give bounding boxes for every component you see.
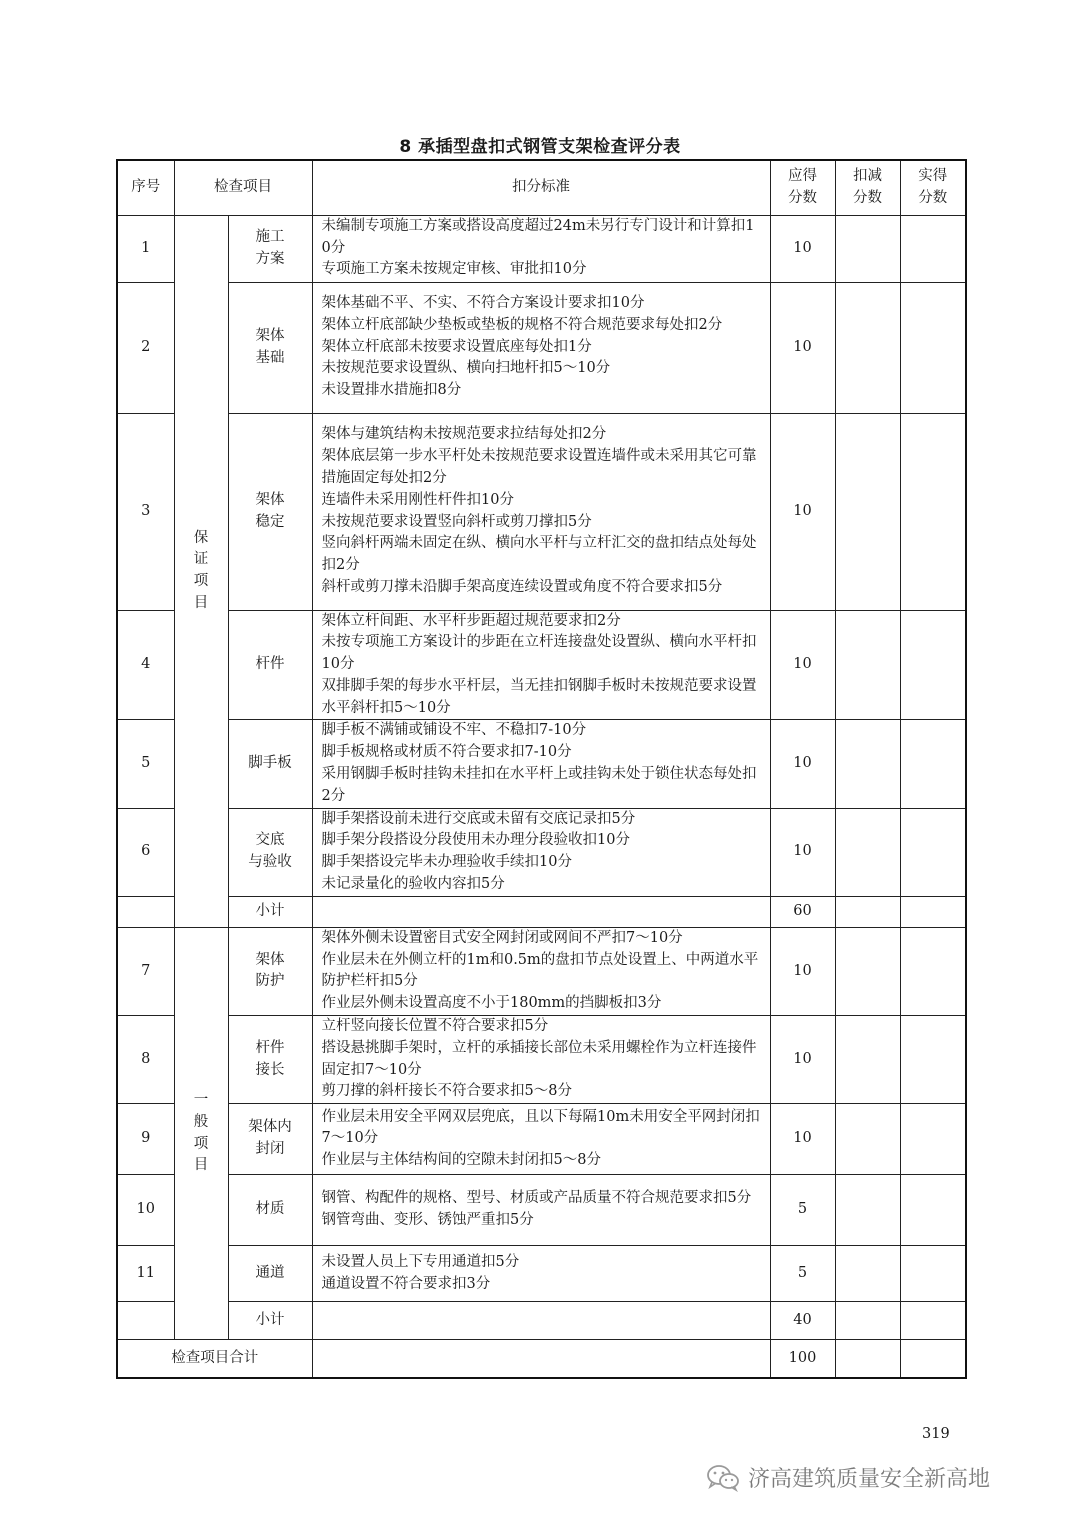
- row-criteria: [312, 896, 770, 927]
- row-should-score: 10: [770, 1016, 835, 1104]
- header-should-score-line: 分数: [788, 189, 817, 206]
- header-row: [117, 160, 966, 215]
- criteria-line: 采用钢脚手板时挂钩未挂扣在水平杆上或挂钩未处于锁住状态每处扣2分: [321, 766, 757, 804]
- criteria-line: 作业层未在外侧立杆的1m和0.5m的盘扣节点处设置上、中两道水平防护栏杆扣5分: [321, 951, 759, 990]
- row-item-line: 方案: [255, 250, 285, 267]
- row-deduct-score: [835, 413, 900, 610]
- row-item: [228, 720, 312, 808]
- row-item-line: 稳定: [255, 513, 285, 530]
- subtotal-row: [117, 1302, 966, 1340]
- row-deduct-score: [835, 282, 900, 413]
- row-item-line: 通道: [255, 1264, 285, 1281]
- subtotal-label: 小计: [228, 1302, 312, 1340]
- row-should-score: 10: [770, 282, 835, 413]
- criteria-line: 搭设悬挑脚手架时，立杆的承插接长部位未采用螺栓作为立杆连接件固定扣7～10分: [321, 1039, 757, 1078]
- row-actual-score: [900, 413, 966, 610]
- row-criteria: [312, 610, 770, 720]
- row-actual-score: [900, 282, 966, 413]
- row-actual-score: [900, 1246, 966, 1302]
- criteria-line: 脚手架分段搭设分段使用未办理分段验收扣10分: [321, 832, 630, 849]
- score-table: [116, 159, 967, 1379]
- row-seq: 7: [117, 927, 174, 1015]
- table-row: [117, 282, 966, 413]
- row-seq: 11: [117, 1246, 174, 1302]
- row-criteria: [312, 282, 770, 413]
- table-row: [117, 1104, 966, 1175]
- row-seq: [117, 1302, 174, 1340]
- table-row: [117, 1175, 966, 1246]
- row-seq: 4: [117, 610, 174, 720]
- header-item: 检查项目: [174, 160, 312, 215]
- header-deduct-score-line: 分数: [853, 189, 882, 206]
- row-should-score: 10: [770, 413, 835, 610]
- row-item: [228, 413, 312, 610]
- criteria-line: 脚手板不满铺或铺设不牢、不稳扣7-10分: [321, 722, 587, 739]
- category-char: 证: [193, 551, 209, 568]
- row-item: [228, 282, 312, 413]
- row-seq: 3: [117, 413, 174, 610]
- row-criteria: [312, 215, 770, 282]
- header-seq: 序号: [117, 160, 174, 215]
- category-char: 目: [193, 594, 209, 611]
- header-actual-score-line: 分数: [918, 189, 948, 206]
- category-char: 目: [193, 1157, 209, 1174]
- row-item-line: 架体: [255, 951, 285, 968]
- row-seq: 6: [117, 808, 174, 896]
- row-deduct-score: [835, 1175, 900, 1246]
- row-criteria: [312, 720, 770, 808]
- row-deduct-score: [835, 1246, 900, 1302]
- table-row: [117, 610, 966, 720]
- category-general: [174, 927, 228, 1339]
- row-actual-score: [900, 1175, 966, 1246]
- header-criteria: 扣分标准: [312, 160, 770, 215]
- row-should-score: 10: [770, 1104, 835, 1175]
- row-item: [228, 215, 312, 282]
- criteria-line: 作业层外侧未设置高度不小于180mm的挡脚板扣3分: [321, 995, 662, 1012]
- header-deduct-score: [835, 160, 900, 215]
- criteria-line: 竖向斜杆两端未固定在纵、横向水平杆与立杆汇交的盘扣结点处每处扣2分: [321, 535, 757, 574]
- row-item: [228, 1246, 312, 1302]
- row-criteria: [312, 1246, 770, 1302]
- row-seq: 9: [117, 1104, 174, 1175]
- total-label: 检查项目合计: [117, 1340, 312, 1378]
- criteria-line: 架体与建筑结构未按规范要求拉结每处扣2分: [321, 426, 607, 443]
- criteria-line: 斜杆或剪刀撑未沿脚手架高度连续设置或角度不符合要求扣5分: [321, 578, 723, 595]
- row-deduct-score: [835, 1340, 900, 1378]
- row-should-score: 10: [770, 927, 835, 1015]
- header-actual-score-line: 实得: [918, 167, 948, 184]
- row-criteria: [312, 413, 770, 610]
- row-item-line: 架体: [255, 327, 285, 344]
- subtotal-label: 小计: [228, 896, 312, 927]
- criteria-line: 钢管弯曲、变形、锈蚀严重扣5分: [321, 1212, 534, 1229]
- criteria-line: 架体立杆底部未按要求设置底座每处扣1分: [321, 338, 592, 355]
- row-item: [228, 927, 312, 1015]
- row-seq: 2: [117, 282, 174, 413]
- category-char: 保: [193, 529, 209, 546]
- row-criteria: [312, 1104, 770, 1175]
- row-item-line: 架体内: [248, 1119, 292, 1136]
- criteria-line: 未按规范要求设置纵、横向扫地杆扣5～10分: [321, 360, 611, 377]
- criteria-line: 连墙件未采用刚性杆件扣10分: [321, 491, 514, 508]
- row-criteria: [312, 1340, 770, 1378]
- criteria-line: 通道设置不符合要求扣3分: [321, 1275, 491, 1292]
- table-row: [117, 720, 966, 808]
- row-should-score: 10: [770, 215, 835, 282]
- row-criteria: [312, 1302, 770, 1340]
- row-actual-score: [900, 1016, 966, 1104]
- criteria-line: 架体立杆间距、水平杆步距超过规范要求扣2分: [321, 612, 621, 629]
- row-actual-score: [900, 1302, 966, 1340]
- row-criteria: [312, 1175, 770, 1246]
- row-criteria: [312, 808, 770, 896]
- criteria-line: 架体外侧未设置密目式安全网封闭或网间不严扣7～10分: [321, 929, 683, 946]
- row-actual-score: [900, 1104, 966, 1175]
- table-row: [117, 413, 966, 610]
- row-seq: 5: [117, 720, 174, 808]
- row-actual-score: [900, 610, 966, 720]
- row-deduct-score: [835, 927, 900, 1015]
- criteria-line: 未设置排水措施扣8分: [321, 382, 462, 399]
- row-item-line: 脚手板: [248, 755, 292, 772]
- criteria-line: 架体底层第一步水平杆处未按规范要求设置连墙件或未采用其它可靠措施固定每处扣2分: [321, 448, 757, 486]
- criteria-line: 未编制专项施工方案或搭设高度超过24m未另行专门设计和计算扣10分: [321, 217, 755, 256]
- row-should-score: 10: [770, 610, 835, 720]
- row-item-line: 与验收: [248, 854, 292, 871]
- row-item-line: 交底: [255, 832, 285, 849]
- criteria-line: 专项施工方案未按规定审核、审批扣10分: [321, 261, 587, 278]
- row-actual-score: [900, 215, 966, 282]
- criteria-line: 未记录量化的验收内容扣5分: [321, 876, 505, 893]
- total-score: 100: [770, 1340, 835, 1378]
- table-row: [117, 1016, 966, 1104]
- criteria-line: 架体基础不平、不实、不符合方案设计要求扣10分: [321, 295, 645, 311]
- watermark-text: 济高建筑质量安全新高地: [748, 1467, 991, 1492]
- row-actual-score: [900, 808, 966, 896]
- row-deduct-score: [835, 610, 900, 720]
- criteria-line: 剪刀撑的斜杆接长不符合要求扣5～8分: [321, 1083, 572, 1100]
- row-item-line: 杆件: [255, 1039, 285, 1056]
- row-item: [228, 808, 312, 896]
- criteria-line: 未设置人员上下专用通道扣5分: [321, 1253, 520, 1270]
- criteria-line: 脚手板规格或材质不符合要求扣7-10分: [321, 744, 572, 761]
- row-item-line: 架体: [255, 491, 285, 508]
- row-item: [228, 1104, 312, 1175]
- header-actual-score: [900, 160, 966, 215]
- row-deduct-score: [835, 1104, 900, 1175]
- page-number: 319: [922, 1426, 950, 1442]
- criteria-line: 作业层与主体结构间的空隙未封闭扣5～8分: [321, 1152, 601, 1169]
- row-seq: [117, 896, 174, 927]
- row-actual-score: [900, 1340, 966, 1378]
- row-deduct-score: [835, 896, 900, 927]
- criteria-line: 架体立杆底部缺少垫板或垫板的规格不符合规范要求每处扣2分: [321, 316, 723, 333]
- total-row: [117, 1340, 966, 1378]
- subtotal-row: [117, 896, 966, 927]
- row-actual-score: [900, 720, 966, 808]
- criteria-line: 双排脚手架的每步水平杆层，当无挂扣钢脚手板时未按规范要求设置水平斜杆扣5～10分: [321, 677, 757, 716]
- table-row: [117, 927, 966, 1015]
- subtotal-score: 60: [770, 896, 835, 927]
- row-criteria: [312, 927, 770, 1015]
- row-should-score: 10: [770, 720, 835, 808]
- header-should-score: [770, 160, 835, 215]
- subtotal-score: 40: [770, 1302, 835, 1340]
- criteria-line: 未按专项施工方案设计的步距在立杆连接盘处设置纵、横向水平杆扣10分: [321, 634, 757, 673]
- row-item-line: 材质: [255, 1201, 285, 1218]
- category-guarantee: [174, 215, 228, 927]
- criteria-line: 未按规范要求设置竖向斜杆或剪刀撑扣5分: [321, 513, 592, 530]
- row-should-score: 5: [770, 1246, 835, 1302]
- watermark: [706, 1462, 990, 1493]
- row-item: [228, 1016, 312, 1104]
- row-item-line: 施工: [255, 228, 285, 245]
- table-row: [117, 215, 966, 282]
- row-item-line: 杆件: [255, 656, 285, 673]
- header-should-score-line: 应得: [788, 167, 817, 184]
- header-deduct-score-line: 扣减: [853, 167, 882, 184]
- row-criteria: [312, 1016, 770, 1104]
- row-should-score: 10: [770, 808, 835, 896]
- row-actual-score: [900, 896, 966, 927]
- table-row: [117, 1246, 966, 1302]
- table-row: [117, 808, 966, 896]
- row-item-line: 防护: [255, 973, 285, 990]
- category-char: 一: [193, 1091, 209, 1108]
- row-actual-score: [900, 927, 966, 1015]
- row-deduct-score: [835, 1302, 900, 1340]
- criteria-line: 作业层未用安全平网双层兜底，且以下每隔10m未用安全平网封闭扣7～10分: [321, 1108, 760, 1147]
- page-title: 8 承插型盘扣式钢管支架检查评分表: [399, 137, 681, 157]
- row-deduct-score: [835, 215, 900, 282]
- row-item: [228, 1175, 312, 1246]
- row-seq: 8: [117, 1016, 174, 1104]
- row-deduct-score: [835, 720, 900, 808]
- row-item-line: 接长: [255, 1061, 285, 1078]
- category-char: 项: [193, 573, 209, 590]
- row-item: [228, 610, 312, 720]
- criteria-line: 脚手架搭设完毕未办理验收手续扣10分: [321, 854, 572, 871]
- row-item-line: 基础: [255, 349, 285, 366]
- wechat-icon: [706, 1464, 740, 1492]
- row-deduct-score: [835, 1016, 900, 1104]
- criteria-line: 脚手架搭设前未进行交底或未留有交底记录扣5分: [321, 810, 636, 827]
- category-char: 般: [193, 1113, 209, 1130]
- category-char: 项: [193, 1135, 209, 1152]
- row-should-score: 5: [770, 1175, 835, 1246]
- row-seq: 1: [117, 215, 174, 282]
- criteria-line: 立杆竖向接长位置不符合要求扣5分: [321, 1018, 549, 1035]
- row-seq: 10: [117, 1175, 174, 1246]
- criteria-line: 钢管、构配件的规格、型号、材质或产品质量不符合规范要求扣5分: [321, 1190, 752, 1207]
- row-deduct-score: [835, 808, 900, 896]
- row-item-line: 封闭: [255, 1141, 285, 1158]
